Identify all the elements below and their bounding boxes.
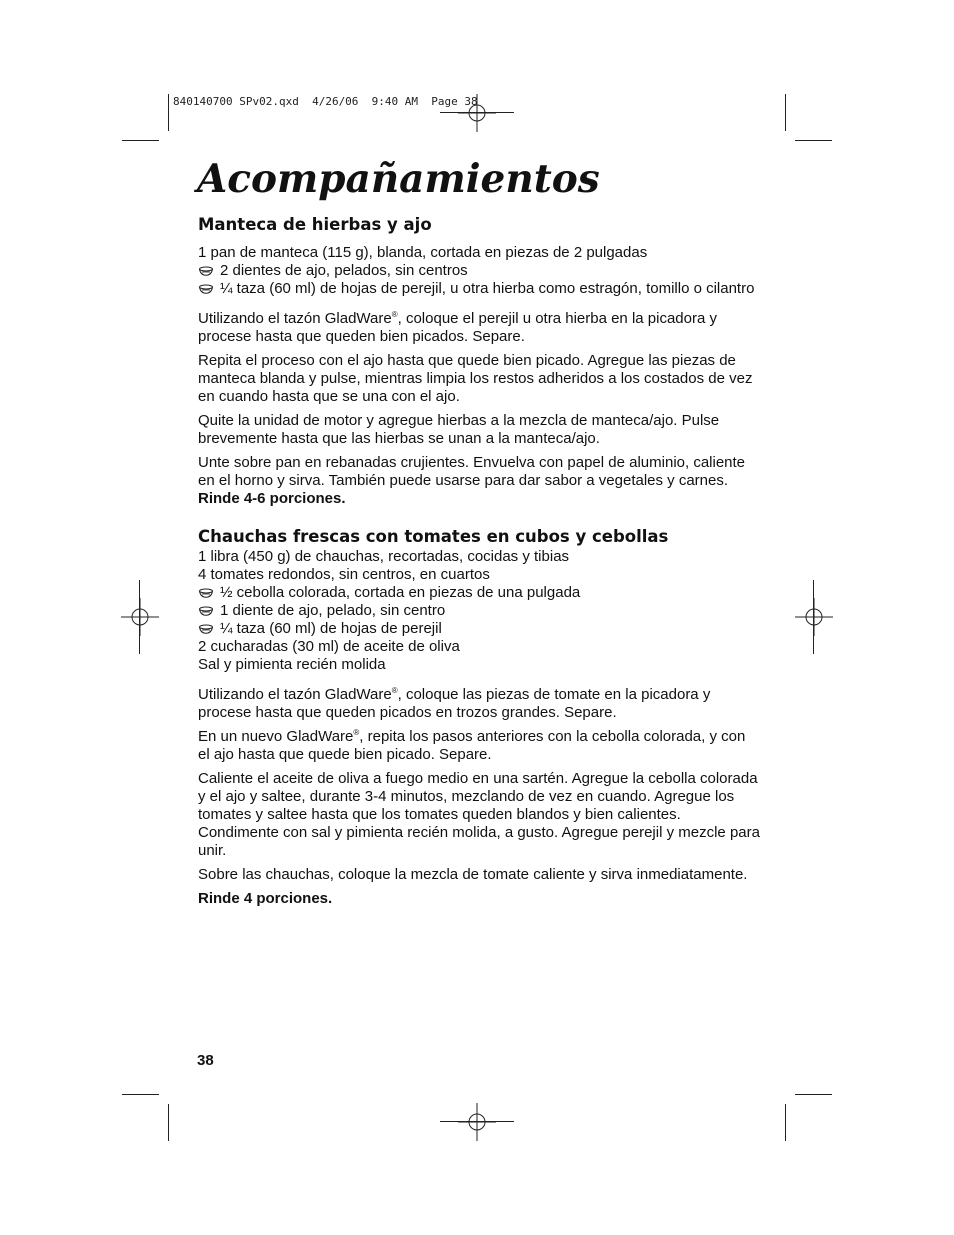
page-content — [198, 214, 760, 908]
crop-mark — [795, 140, 832, 141]
crop-mark — [139, 580, 140, 654]
ingredient-item — [198, 584, 760, 602]
ingredient-list — [198, 548, 760, 674]
gladware-bowl-icon — [198, 266, 214, 276]
crop-mark — [122, 140, 159, 141]
instruction-text: , coloque el perejil u otra hierba en la picadora y procese hasta que queden bien picados. Separe. — [198, 310, 717, 345]
instruction-text: Utilizando el tazón GladWare — [198, 686, 392, 703]
ingredient-item — [198, 602, 760, 620]
ingredient-item: Sal y pimienta recién molida — [198, 656, 386, 673]
gladware-bowl-icon — [198, 284, 214, 294]
recipe-yield: Rinde 4 porciones. — [198, 890, 333, 907]
crop-mark — [122, 1094, 159, 1095]
instruction-text: , repita los pasos anteriores con la cebolla colorada, y con el ajo hasta que quede bien picado. Separe. — [198, 728, 746, 763]
gladware-bowl-icon — [198, 606, 214, 616]
instruction-step: Caliente el aceite de oliva a fuego medio en una sartén. Agregue la cebolla colorada y el ajo y saltee, durante 3-4 minutos, mezclando de vez en cuando. Agregue los tomates y saltee hasta que los tomates queden blandos y bien calientes. Condimente con sal y pimienta recién molida, a gusto. Agregue perejil y mezcle para unir. — [198, 770, 760, 859]
instruction-text: Unte sobre pan en rebanadas crujientes. Envuelva con papel de aluminio, caliente en el horno y sirva. También puede usarse para dar sabor a vegetales y carnes. — [198, 454, 746, 489]
registration-crosshair-icon — [121, 598, 159, 636]
ingredient-text: 1 diente de ajo, pelado, sin centro — [220, 602, 446, 619]
ingredient-item: 2 cucharadas (30 ml) de aceite de oliva — [198, 638, 460, 655]
registration-crosshair-icon — [458, 94, 496, 132]
recipe-title: Manteca de hierbas y ajo — [198, 215, 432, 234]
ingredient-item: 4 tomates redondos, sin centros, en cuartos — [198, 566, 490, 583]
recipe-manteca-hierbas-ajo — [198, 214, 760, 508]
ingredient-item: 1 pan de manteca (115 g), blanda, cortada en piezas de 2 pulgadas — [198, 244, 648, 261]
instruction-step — [198, 686, 760, 722]
instruction-text: , coloque las piezas de tomate en la picadora y procese hasta que queden picados en trozos grandes. Separe. — [198, 686, 711, 721]
ingredient-item — [198, 262, 760, 280]
instruction-step: Quite la unidad de motor y agregue hierbas a la mezcla de manteca/ajo. Pulse brevemente hasta que las hierbas se unan a la manteca/ajo. — [198, 412, 720, 447]
print-slug-line: 840140700 SPv02.qxd 4/26/06 9:40 AM Page 38 — [173, 95, 478, 108]
instruction-step — [198, 728, 760, 764]
ingredient-item — [198, 620, 760, 638]
recipe-title: Chauchas frescas con tomates en cubos y cebollas — [198, 527, 669, 546]
crop-mark — [785, 94, 786, 131]
crop-mark — [440, 112, 514, 113]
crop-mark — [168, 1104, 169, 1141]
registered-mark: ® — [391, 686, 398, 695]
gladware-bowl-icon — [198, 624, 214, 634]
registered-mark: ® — [353, 728, 360, 737]
page-number: 38 — [197, 1052, 214, 1069]
instruction-text: Utilizando el tazón GladWare — [198, 310, 392, 327]
registration-crosshair-icon — [458, 1103, 496, 1141]
ingredient-text: ¼ taza (60 ml) de hojas de perejil — [220, 620, 442, 637]
instruction-text: En un nuevo GladWare — [198, 728, 354, 745]
recipe-yield: Rinde 4-6 porciones. — [198, 490, 346, 507]
registered-mark: ® — [391, 310, 398, 319]
ingredient-text: ¼ taza (60 ml) de hojas de perejil, u otra hierba como estragón, tomillo o cilantro — [220, 280, 755, 297]
ingredient-item: 1 libra (450 g) de chauchas, recortadas, cocidas y tibias — [198, 548, 570, 565]
page-title: Acompañamientos — [197, 156, 600, 202]
crop-mark — [440, 1121, 514, 1122]
ingredient-item — [198, 280, 760, 298]
crop-mark — [785, 1104, 786, 1141]
ingredient-text: 2 dientes de ajo, pelados, sin centros — [220, 262, 468, 279]
instruction-step: Repita el proceso con el ajo hasta que quede bien picado. Agregue las piezas de manteca blanda y pulse, mientras limpia los restos adheridos a los costados de vez en cuando hasta que se una con el ajo. — [198, 352, 753, 405]
crop-mark — [795, 1094, 832, 1095]
crop-mark — [168, 94, 169, 131]
instruction-step — [198, 310, 760, 346]
registration-crosshair-icon — [795, 598, 833, 636]
recipe-chauchas-tomates-cebollas — [198, 526, 760, 908]
gladware-bowl-icon — [198, 588, 214, 598]
crop-mark — [813, 580, 814, 654]
instruction-step: Sobre las chauchas, coloque la mezcla de tomate caliente y sirva inmediatamente. — [198, 866, 748, 883]
ingredient-text: ½ cebolla colorada, cortada en piezas de una pulgada — [220, 584, 581, 601]
instruction-step — [198, 454, 760, 508]
ingredient-list — [198, 244, 760, 298]
